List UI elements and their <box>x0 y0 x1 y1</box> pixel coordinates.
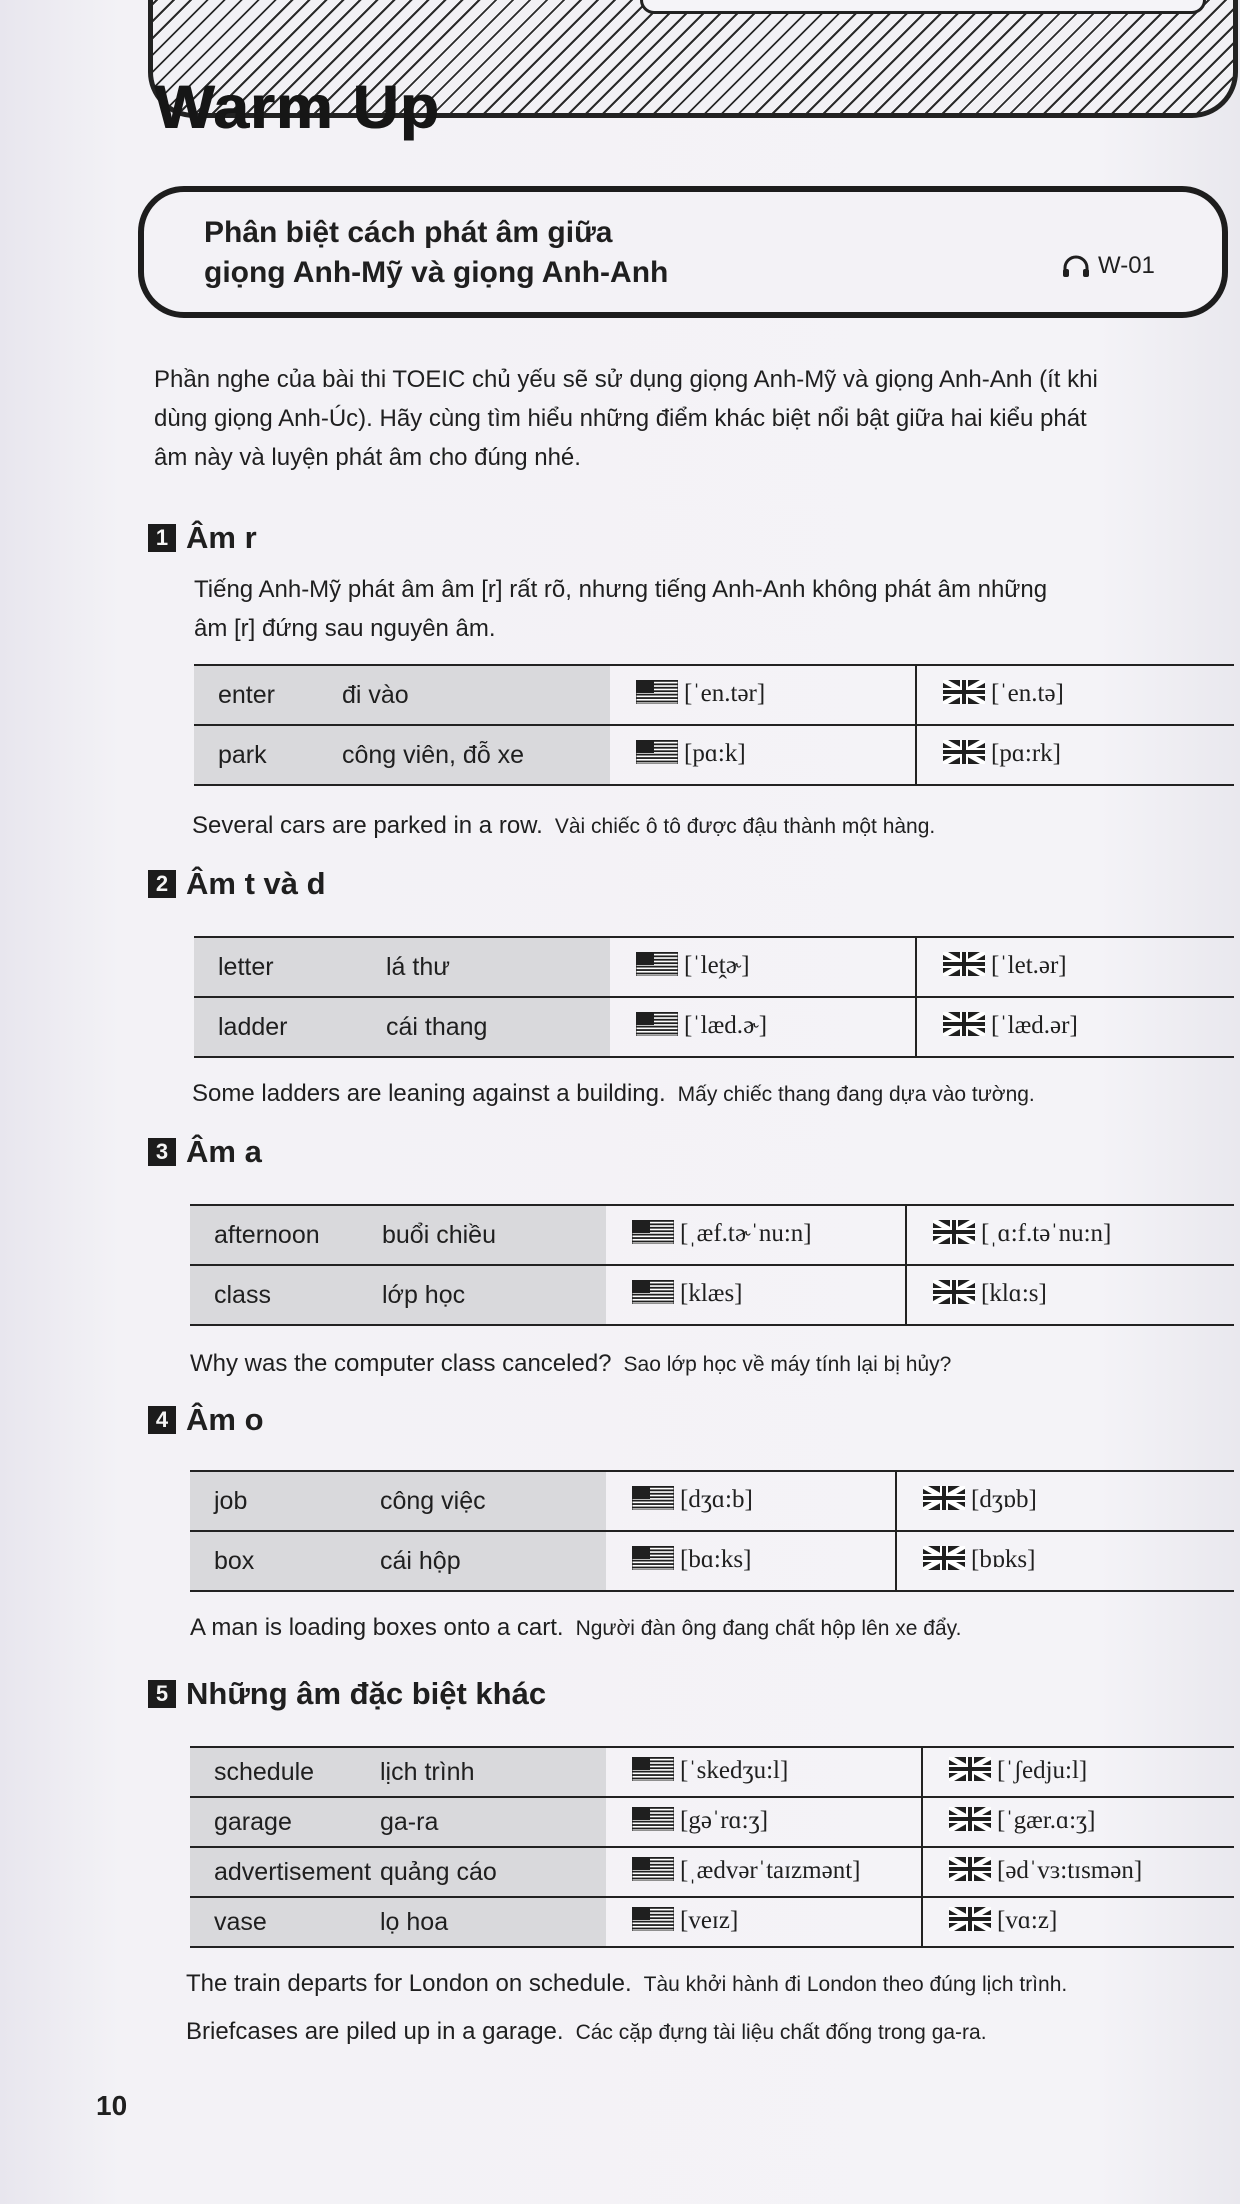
pronunciation-table-4 <box>190 1470 1234 1592</box>
header-banner-strip <box>640 0 1206 14</box>
section-number: 3 <box>148 1138 176 1166</box>
example-vi: Tàu khởi hành đi London theo đúng lịch trình. <box>643 1973 1068 1996</box>
meaning-cell: ga-ra <box>380 1797 606 1847</box>
us-ipa: [veɪz] <box>680 1906 739 1934</box>
example-sentence <box>192 1080 1035 1108</box>
uk-flag-icon <box>949 1757 991 1788</box>
intro-line: Phần nghe của bài thi TOEIC chủ yếu sẽ sử dụng giọng Anh-Mỹ và giọng Anh-Anh (ít khi <box>154 366 1098 393</box>
word-cell: schedule <box>190 1747 380 1797</box>
uk-flag-icon <box>923 1546 965 1577</box>
uk-ipa: [ˈlæd.ər] <box>991 1011 1078 1039</box>
uk-ipa-cell <box>916 997 1234 1057</box>
uk-flag-icon <box>933 1220 975 1251</box>
us-flag-icon <box>632 1757 674 1788</box>
us-flag-icon <box>636 1012 678 1043</box>
lesson-title-line2: giọng Anh-Mỹ và giọng Anh-Anh <box>204 256 669 289</box>
uk-ipa-cell <box>922 1847 1234 1897</box>
description-line: Tiếng Anh-Mỹ phát âm âm [r] rất rõ, nhưng tiếng Anh-Anh không phát âm những <box>194 576 1048 603</box>
meaning-cell: đi vào <box>342 665 610 725</box>
section-heading-4 <box>148 1402 264 1438</box>
example-vi: Người đàn ông đang chất hộp lên xe đẩy. <box>575 1617 962 1640</box>
section-number: 4 <box>148 1406 176 1434</box>
us-ipa: [ˈen.tər] <box>684 679 766 707</box>
lesson-title-line1: Phân biệt cách phát âm giữa <box>204 216 613 249</box>
uk-ipa-cell <box>896 1471 1234 1531</box>
us-ipa: [ˈleṱɚ] <box>684 951 750 979</box>
uk-ipa: [dʒɒb] <box>971 1485 1037 1513</box>
section-number: 2 <box>148 870 176 898</box>
us-flag-icon <box>632 1907 674 1938</box>
section-number: 5 <box>148 1680 176 1708</box>
section-number: 1 <box>148 524 176 552</box>
uk-ipa-cell <box>906 1205 1234 1265</box>
meaning-cell: lọ hoa <box>380 1897 606 1947</box>
us-ipa: [klæs] <box>680 1279 743 1307</box>
us-ipa: [bɑ:ks] <box>680 1545 752 1573</box>
us-ipa-cell <box>606 1897 922 1947</box>
us-flag-icon <box>632 1220 674 1251</box>
us-flag-icon <box>636 680 678 711</box>
word-cell: advertisement <box>190 1847 380 1897</box>
word-cell: vase <box>190 1897 380 1947</box>
us-ipa-cell <box>610 725 916 785</box>
section-title: Âm o <box>186 1402 264 1437</box>
uk-ipa-cell <box>922 1897 1234 1947</box>
us-flag-icon <box>636 952 678 983</box>
uk-ipa-cell <box>916 937 1234 997</box>
meaning-cell: công viên, đỗ xe <box>342 725 610 785</box>
meaning-cell: buổi chiều <box>382 1205 606 1265</box>
uk-ipa: [ədˈvɜ:tɪsmən] <box>997 1856 1143 1884</box>
us-ipa-cell <box>606 1205 906 1265</box>
meaning-cell: cái hộp <box>380 1531 606 1591</box>
uk-ipa: [ˈʃedju:l] <box>997 1756 1088 1784</box>
uk-flag-icon <box>949 1907 991 1938</box>
word-cell: box <box>190 1531 380 1591</box>
uk-flag-icon <box>949 1807 991 1838</box>
us-ipa-cell <box>606 1471 896 1531</box>
us-ipa-cell <box>606 1531 896 1591</box>
example-en: The train departs for London on schedule. <box>186 1970 632 1997</box>
section-title: Những âm đặc biệt khác <box>186 1676 547 1711</box>
intro-line: âm này và luyện phát âm cho đúng nhé. <box>154 444 581 471</box>
example-en: Several cars are parked in a row. <box>192 812 543 839</box>
audio-track[interactable] <box>1062 252 1155 280</box>
uk-ipa-cell <box>906 1265 1234 1325</box>
audio-code: W-01 <box>1098 252 1155 279</box>
example-vi: Mấy chiếc thang đang dựa vào tường. <box>677 1083 1035 1106</box>
us-ipa-cell <box>606 1797 922 1847</box>
us-flag-icon <box>632 1280 674 1311</box>
example-sentence <box>186 1970 1067 1998</box>
table-row <box>190 1471 1234 1531</box>
pronunciation-table-3 <box>190 1204 1234 1326</box>
us-ipa: [ˌæf.tɚˈnu:n] <box>680 1219 812 1247</box>
us-ipa: [pɑ:k] <box>684 739 746 767</box>
us-flag-icon <box>632 1486 674 1517</box>
meaning-cell: lớp học <box>382 1265 606 1325</box>
example-en: Some ladders are leaning against a building. <box>192 1080 666 1107</box>
us-ipa: [ˈlæd.ɚ] <box>684 1011 768 1039</box>
meaning-cell: lá thư <box>386 937 610 997</box>
uk-flag-icon <box>923 1486 965 1517</box>
example-vi: Vài chiếc ô tô được đậu thành một hàng. <box>554 815 936 838</box>
us-ipa: [gəˈrɑ:ʒ] <box>680 1806 769 1834</box>
example-sentence <box>192 812 935 840</box>
word-cell: letter <box>194 937 386 997</box>
us-ipa: [dʒɑ:b] <box>680 1485 753 1513</box>
uk-ipa-cell <box>916 725 1234 785</box>
uk-ipa: [ˌɑ:f.təˈnu:n] <box>981 1219 1112 1247</box>
section-title: Âm a <box>186 1134 262 1169</box>
example-en: Why was the computer class canceled? <box>190 1350 612 1377</box>
example-vi: Sao lớp học về máy tính lại bị hủy? <box>623 1353 952 1376</box>
uk-ipa: [bɒks] <box>971 1545 1036 1573</box>
table-row <box>194 725 1234 785</box>
description-line: âm [r] đứng sau nguyên âm. <box>194 615 496 642</box>
section-title: Âm t và d <box>186 866 326 901</box>
table-row <box>194 937 1234 997</box>
word-cell: park <box>194 725 342 785</box>
section-title: Âm r <box>186 520 257 555</box>
section-heading-5 <box>148 1676 546 1712</box>
table-row <box>190 1531 1234 1591</box>
headphones-icon <box>1062 254 1090 278</box>
page-title: Warm Up <box>154 72 440 142</box>
table-row <box>190 1797 1234 1847</box>
uk-flag-icon <box>943 680 985 711</box>
uk-flag-icon <box>943 740 985 771</box>
us-ipa-cell <box>606 1265 906 1325</box>
us-flag-icon <box>632 1807 674 1838</box>
example-sentence <box>186 2018 987 2046</box>
uk-ipa-cell <box>922 1797 1234 1847</box>
us-ipa: [ˈskedʒu:l] <box>680 1756 789 1784</box>
us-flag-icon <box>636 740 678 771</box>
uk-flag-icon <box>943 1012 985 1043</box>
word-cell: class <box>190 1265 382 1325</box>
uk-ipa: [pɑ:rk] <box>991 739 1061 767</box>
page-number: 10 <box>96 2090 128 2121</box>
uk-ipa-cell <box>916 665 1234 725</box>
uk-ipa-cell <box>896 1531 1234 1591</box>
uk-ipa: [ˈgær.ɑ:ʒ] <box>997 1806 1096 1834</box>
uk-ipa: [klɑ:s] <box>981 1279 1047 1307</box>
us-ipa: [ˌædvərˈtaɪzmənt] <box>680 1856 861 1884</box>
example-vi: Các cặp đựng tài liệu chất đống trong ga-ra. <box>575 2021 987 2044</box>
section-heading-1 <box>148 520 257 556</box>
section-heading-2 <box>148 866 326 902</box>
word-cell: garage <box>190 1797 380 1847</box>
uk-flag-icon <box>949 1857 991 1888</box>
example-en: Briefcases are piled up in a garage. <box>186 2018 564 2045</box>
uk-flag-icon <box>943 952 985 983</box>
example-en: A man is loading boxes onto a cart. <box>190 1614 564 1641</box>
uk-ipa: [ˈlet.ər] <box>991 951 1067 979</box>
table-row <box>190 1205 1234 1265</box>
table-row <box>190 1747 1234 1797</box>
section-heading-3 <box>148 1134 262 1170</box>
intro-paragraph <box>154 360 1214 477</box>
section-description-1 <box>194 570 1214 648</box>
us-flag-icon <box>632 1857 674 1888</box>
word-cell: afternoon <box>190 1205 382 1265</box>
table-row <box>194 997 1234 1057</box>
meaning-cell: cái thang <box>386 997 610 1057</box>
us-ipa-cell <box>610 937 916 997</box>
us-ipa-cell <box>610 665 916 725</box>
table-row <box>190 1897 1234 1947</box>
uk-ipa: [vɑ:z] <box>997 1906 1058 1934</box>
us-ipa-cell <box>606 1847 922 1897</box>
example-sentence <box>190 1614 961 1642</box>
us-flag-icon <box>632 1546 674 1577</box>
word-cell: ladder <box>194 997 386 1057</box>
us-ipa-cell <box>610 997 916 1057</box>
intro-line: dùng giọng Anh-Úc). Hãy cùng tìm hiểu những điểm khác biệt nổi bật giữa hai kiểu phát <box>154 405 1087 432</box>
pronunciation-table-2 <box>194 936 1234 1058</box>
uk-flag-icon <box>933 1280 975 1311</box>
uk-ipa-cell <box>922 1747 1234 1797</box>
uk-ipa: [ˈen.tə] <box>991 679 1064 707</box>
meaning-cell: công việc <box>380 1471 606 1531</box>
word-cell: enter <box>194 665 342 725</box>
meaning-cell: lịch trình <box>380 1747 606 1797</box>
example-sentence <box>190 1350 951 1378</box>
meaning-cell: quảng cáo <box>380 1847 606 1897</box>
pronunciation-table-1 <box>194 664 1234 786</box>
word-cell: job <box>190 1471 380 1531</box>
pronunciation-table-5 <box>190 1746 1234 1948</box>
table-row <box>190 1847 1234 1897</box>
us-ipa-cell <box>606 1747 922 1797</box>
table-row <box>194 665 1234 725</box>
table-row <box>190 1265 1234 1325</box>
